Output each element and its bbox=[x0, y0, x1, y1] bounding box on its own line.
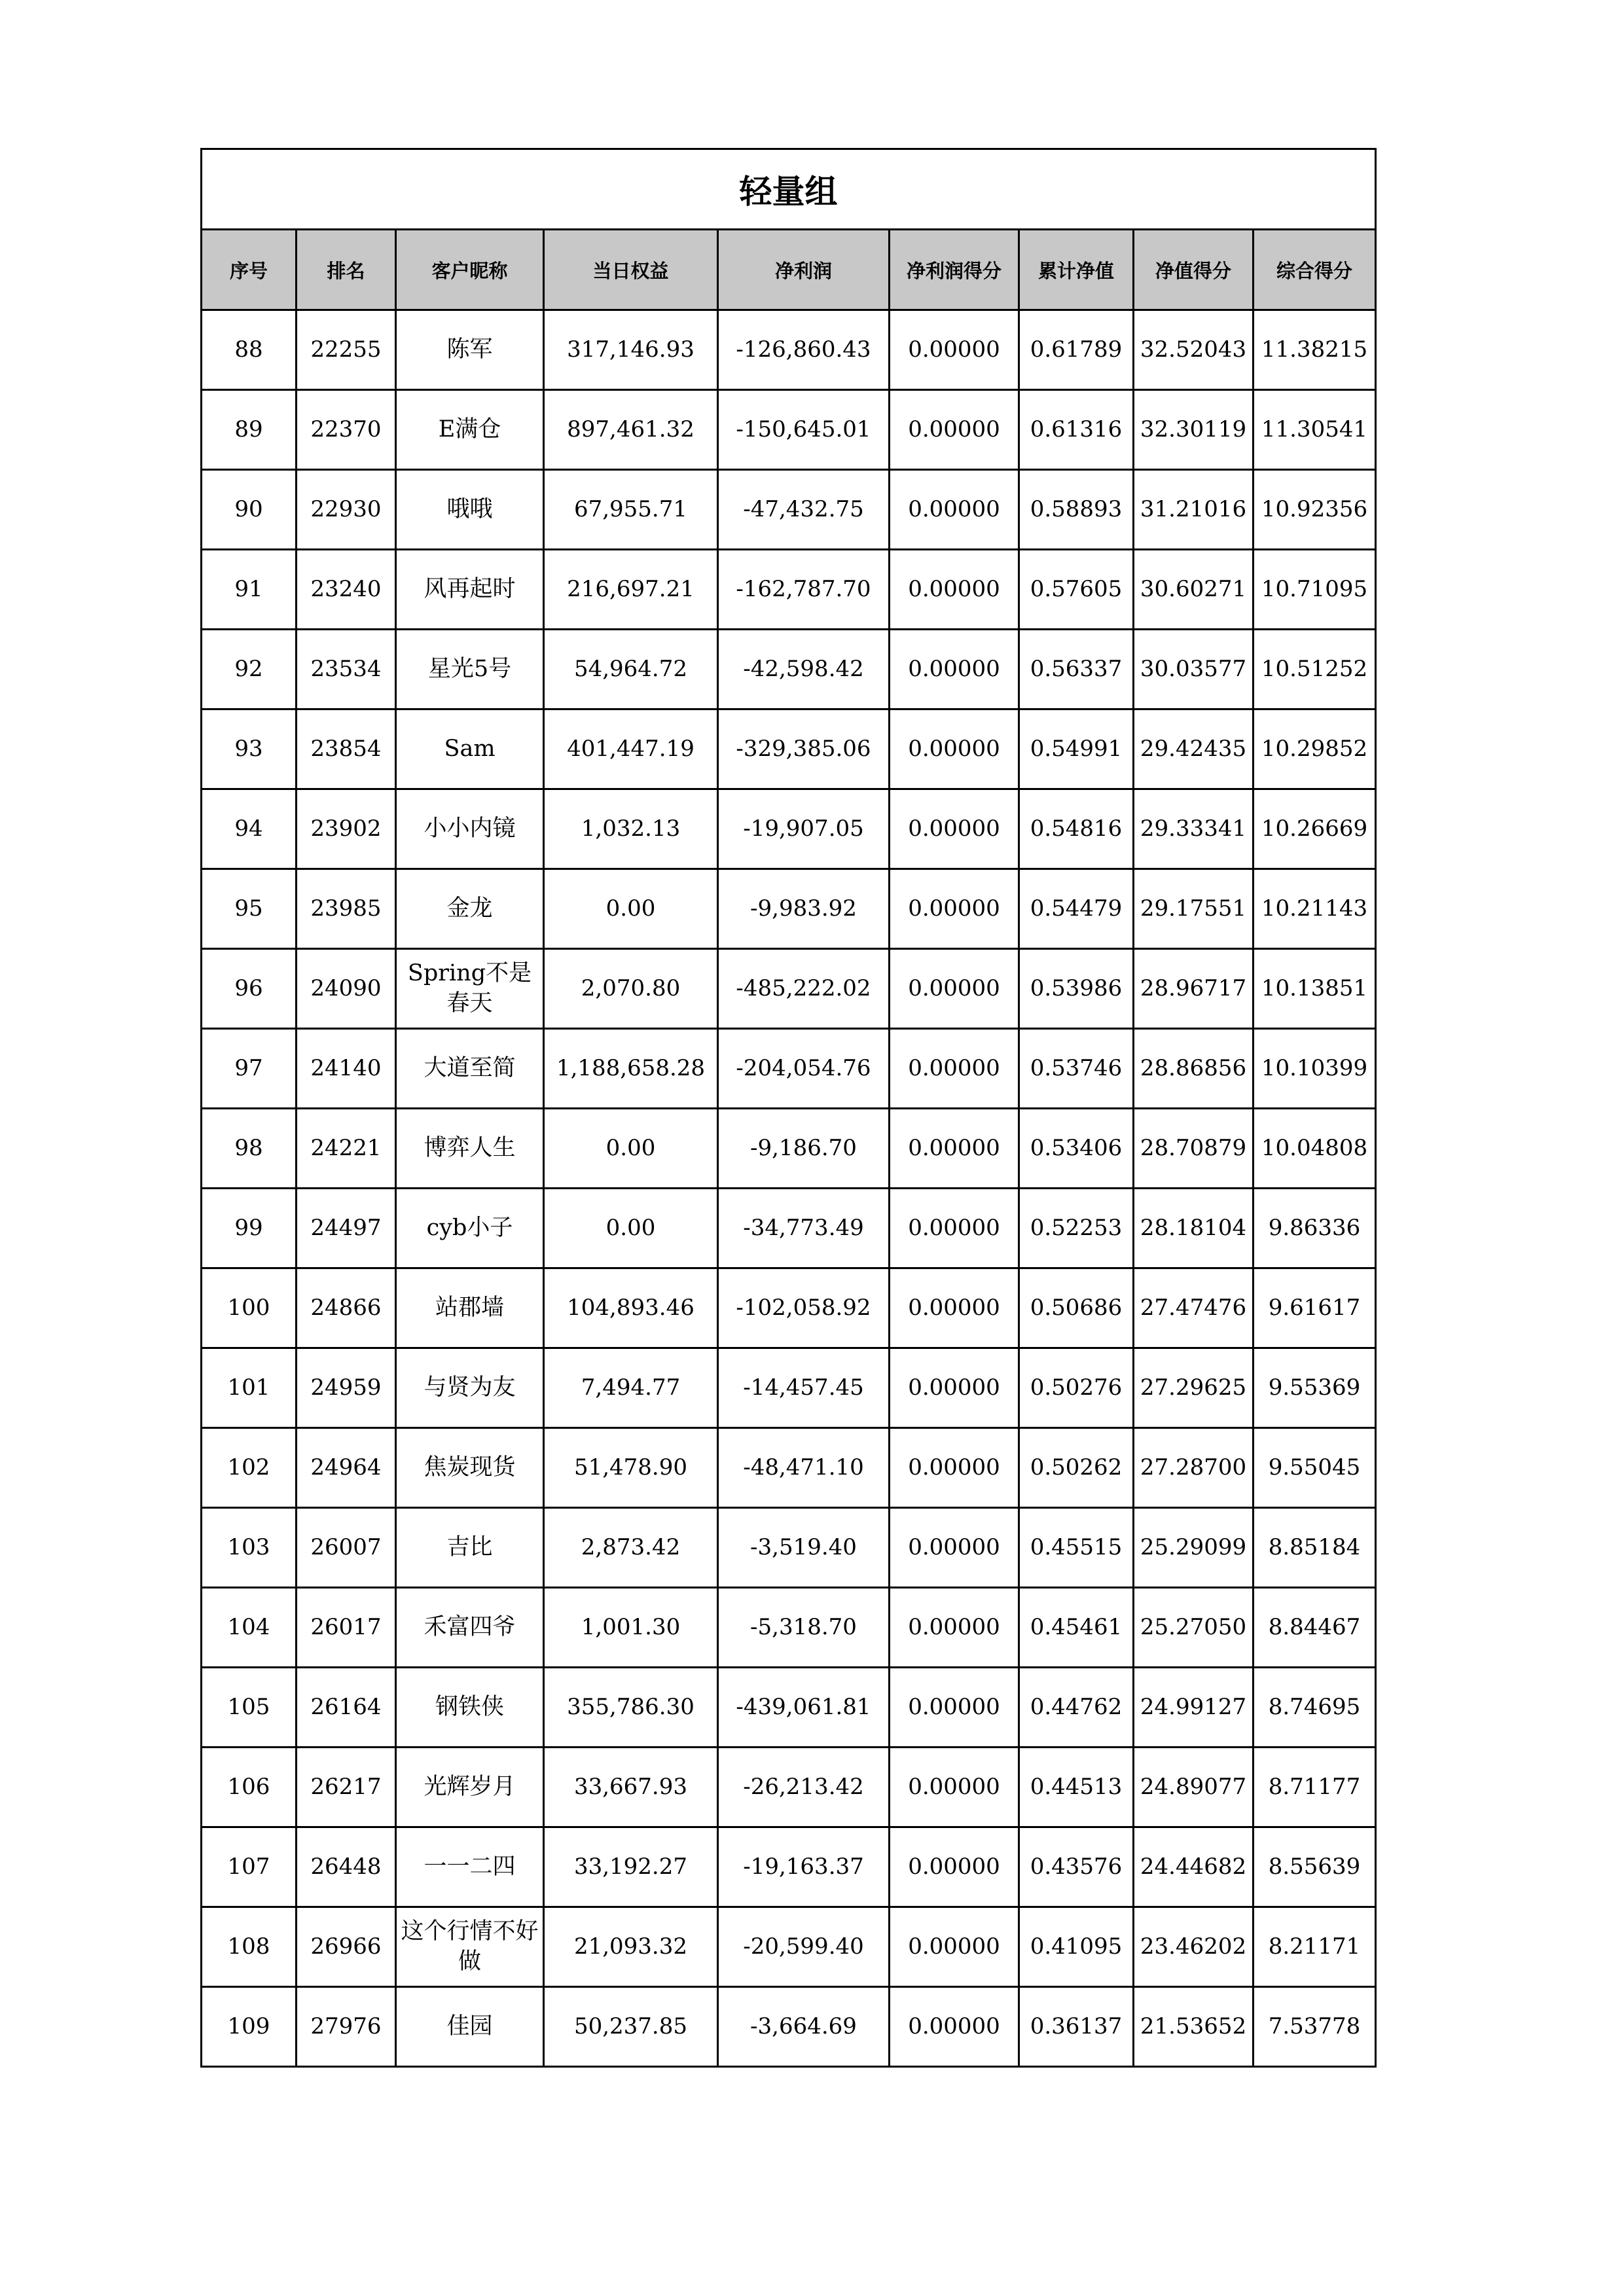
column-header-index: 序号 bbox=[202, 230, 297, 310]
table-row bbox=[202, 789, 1376, 869]
cell-total-score: 9.55045 bbox=[1254, 1428, 1376, 1508]
cell-rank: 27976 bbox=[297, 1987, 396, 2067]
cell-total-score: 9.86336 bbox=[1254, 1189, 1376, 1268]
cell-equity: 2,873.42 bbox=[544, 1508, 718, 1588]
cell-net-profit: -204,054.76 bbox=[718, 1029, 890, 1109]
table-row bbox=[202, 1668, 1376, 1748]
table-row bbox=[202, 949, 1376, 1029]
table-body bbox=[202, 310, 1376, 2067]
cell-equity: 21,093.32 bbox=[544, 1907, 718, 1987]
cell-net-profit: -19,163.37 bbox=[718, 1827, 890, 1907]
cell-profit-score: 0.00000 bbox=[890, 1428, 1019, 1508]
table-row bbox=[202, 1109, 1376, 1189]
cell-index: 94 bbox=[202, 789, 297, 869]
cell-nickname: Sam bbox=[396, 709, 544, 789]
cell-net-profit: -126,860.43 bbox=[718, 310, 890, 390]
cell-cumulative-nav: 0.50686 bbox=[1019, 1268, 1134, 1348]
cell-net-profit: -439,061.81 bbox=[718, 1668, 890, 1748]
cell-total-score: 11.38215 bbox=[1254, 310, 1376, 390]
cell-equity: 0.00 bbox=[544, 869, 718, 949]
cell-total-score: 8.21171 bbox=[1254, 1907, 1376, 1987]
cell-index: 104 bbox=[202, 1588, 297, 1668]
cell-index: 101 bbox=[202, 1348, 297, 1428]
cell-rank: 26007 bbox=[297, 1508, 396, 1588]
table-row bbox=[202, 1907, 1376, 1987]
cell-net-profit: -3,519.40 bbox=[718, 1508, 890, 1588]
cell-total-score: 7.53778 bbox=[1254, 1987, 1376, 2067]
cell-cumulative-nav: 0.52253 bbox=[1019, 1189, 1134, 1268]
cell-cumulative-nav: 0.54991 bbox=[1019, 709, 1134, 789]
table-row bbox=[202, 1268, 1376, 1348]
cell-net-profit: -5,318.70 bbox=[718, 1588, 890, 1668]
cell-rank: 26966 bbox=[297, 1907, 396, 1987]
header-row bbox=[202, 230, 1376, 310]
cell-index: 106 bbox=[202, 1748, 297, 1827]
cell-net-profit: -329,385.06 bbox=[718, 709, 890, 789]
cell-cumulative-nav: 0.61316 bbox=[1019, 390, 1134, 470]
cell-profit-score: 0.00000 bbox=[890, 390, 1019, 470]
table-row bbox=[202, 1189, 1376, 1268]
cell-nickname: 禾富四爷 bbox=[396, 1588, 544, 1668]
cell-nickname: 大道至简 bbox=[396, 1029, 544, 1109]
cell-nav-score: 32.30119 bbox=[1134, 390, 1254, 470]
column-header-rank: 排名 bbox=[297, 230, 396, 310]
column-header-cumulative-nav: 累计净值 bbox=[1019, 230, 1134, 310]
cell-rank: 23985 bbox=[297, 869, 396, 949]
table-row bbox=[202, 1748, 1376, 1827]
cell-total-score: 10.26669 bbox=[1254, 789, 1376, 869]
cell-equity: 355,786.30 bbox=[544, 1668, 718, 1748]
cell-nickname: Spring不是春天 bbox=[396, 949, 544, 1029]
cell-equity: 401,447.19 bbox=[544, 709, 718, 789]
cell-cumulative-nav: 0.58893 bbox=[1019, 470, 1134, 550]
cell-rank: 23902 bbox=[297, 789, 396, 869]
column-header-nickname: 客户昵称 bbox=[396, 230, 544, 310]
cell-index: 108 bbox=[202, 1907, 297, 1987]
cell-total-score: 10.04808 bbox=[1254, 1109, 1376, 1189]
cell-nav-score: 25.27050 bbox=[1134, 1588, 1254, 1668]
cell-net-profit: -3,664.69 bbox=[718, 1987, 890, 2067]
cell-net-profit: -19,907.05 bbox=[718, 789, 890, 869]
cell-cumulative-nav: 0.53406 bbox=[1019, 1109, 1134, 1189]
cell-rank: 22255 bbox=[297, 310, 396, 390]
cell-cumulative-nav: 0.44762 bbox=[1019, 1668, 1134, 1748]
cell-net-profit: -26,213.42 bbox=[718, 1748, 890, 1827]
cell-cumulative-nav: 0.45461 bbox=[1019, 1588, 1134, 1668]
cell-nickname: 星光5号 bbox=[396, 630, 544, 709]
cell-profit-score: 0.00000 bbox=[890, 1268, 1019, 1348]
cell-nickname: 光辉岁月 bbox=[396, 1748, 544, 1827]
table-row bbox=[202, 1348, 1376, 1428]
cell-nav-score: 29.17551 bbox=[1134, 869, 1254, 949]
cell-index: 107 bbox=[202, 1827, 297, 1907]
cell-index: 89 bbox=[202, 390, 297, 470]
table-row bbox=[202, 1029, 1376, 1109]
cell-rank: 24140 bbox=[297, 1029, 396, 1109]
table-title: 轻量组 bbox=[202, 149, 1376, 230]
cell-net-profit: -102,058.92 bbox=[718, 1268, 890, 1348]
cell-cumulative-nav: 0.41095 bbox=[1019, 1907, 1134, 1987]
cell-index: 91 bbox=[202, 550, 297, 630]
cell-equity: 7,494.77 bbox=[544, 1348, 718, 1428]
cell-index: 93 bbox=[202, 709, 297, 789]
cell-profit-score: 0.00000 bbox=[890, 1588, 1019, 1668]
table-row bbox=[202, 550, 1376, 630]
cell-index: 109 bbox=[202, 1987, 297, 2067]
cell-rank: 26217 bbox=[297, 1748, 396, 1827]
cell-profit-score: 0.00000 bbox=[890, 310, 1019, 390]
cell-net-profit: -150,645.01 bbox=[718, 390, 890, 470]
cell-nickname: 与贤为友 bbox=[396, 1348, 544, 1428]
cell-nav-score: 29.42435 bbox=[1134, 709, 1254, 789]
cell-rank: 24090 bbox=[297, 949, 396, 1029]
cell-total-score: 8.55639 bbox=[1254, 1827, 1376, 1907]
cell-rank: 26164 bbox=[297, 1668, 396, 1748]
column-header-equity: 当日权益 bbox=[544, 230, 718, 310]
cell-net-profit: -48,471.10 bbox=[718, 1428, 890, 1508]
ranking-table bbox=[200, 148, 1377, 2068]
table-row bbox=[202, 390, 1376, 470]
cell-nickname: 这个行情不好做 bbox=[396, 1907, 544, 1987]
cell-index: 99 bbox=[202, 1189, 297, 1268]
cell-nav-score: 27.29625 bbox=[1134, 1348, 1254, 1428]
cell-profit-score: 0.00000 bbox=[890, 1109, 1019, 1189]
cell-total-score: 9.61617 bbox=[1254, 1268, 1376, 1348]
cell-cumulative-nav: 0.53746 bbox=[1019, 1029, 1134, 1109]
cell-index: 102 bbox=[202, 1428, 297, 1508]
cell-profit-score: 0.00000 bbox=[890, 630, 1019, 709]
cell-equity: 50,237.85 bbox=[544, 1987, 718, 2067]
cell-rank: 26017 bbox=[297, 1588, 396, 1668]
column-header-nav-score: 净值得分 bbox=[1134, 230, 1254, 310]
cell-nav-score: 31.21016 bbox=[1134, 470, 1254, 550]
table-row bbox=[202, 1987, 1376, 2067]
cell-equity: 216,697.21 bbox=[544, 550, 718, 630]
cell-profit-score: 0.00000 bbox=[890, 1987, 1019, 2067]
cell-rank: 24866 bbox=[297, 1268, 396, 1348]
cell-profit-score: 0.00000 bbox=[890, 1668, 1019, 1748]
cell-total-score: 8.74695 bbox=[1254, 1668, 1376, 1748]
cell-nav-score: 24.44682 bbox=[1134, 1827, 1254, 1907]
table-row bbox=[202, 1428, 1376, 1508]
cell-nav-score: 23.46202 bbox=[1134, 1907, 1254, 1987]
cell-total-score: 11.30541 bbox=[1254, 390, 1376, 470]
cell-index: 97 bbox=[202, 1029, 297, 1109]
cell-profit-score: 0.00000 bbox=[890, 709, 1019, 789]
table-row bbox=[202, 1588, 1376, 1668]
cell-nickname: 金龙 bbox=[396, 869, 544, 949]
cell-index: 88 bbox=[202, 310, 297, 390]
cell-total-score: 10.21143 bbox=[1254, 869, 1376, 949]
cell-equity: 67,955.71 bbox=[544, 470, 718, 550]
cell-nav-score: 21.53652 bbox=[1134, 1987, 1254, 2067]
table-row bbox=[202, 869, 1376, 949]
cell-total-score: 10.71095 bbox=[1254, 550, 1376, 630]
cell-cumulative-nav: 0.56337 bbox=[1019, 630, 1134, 709]
cell-profit-score: 0.00000 bbox=[890, 1348, 1019, 1428]
column-header-profit-score: 净利润得分 bbox=[890, 230, 1019, 310]
table-row bbox=[202, 310, 1376, 390]
cell-net-profit: -20,599.40 bbox=[718, 1907, 890, 1987]
cell-equity: 104,893.46 bbox=[544, 1268, 718, 1348]
cell-total-score: 10.51252 bbox=[1254, 630, 1376, 709]
cell-net-profit: -14,457.45 bbox=[718, 1348, 890, 1428]
table-row bbox=[202, 470, 1376, 550]
column-header-total-score: 综合得分 bbox=[1254, 230, 1376, 310]
cell-index: 90 bbox=[202, 470, 297, 550]
cell-profit-score: 0.00000 bbox=[890, 550, 1019, 630]
cell-index: 98 bbox=[202, 1109, 297, 1189]
cell-nav-score: 28.18104 bbox=[1134, 1189, 1254, 1268]
cell-cumulative-nav: 0.50262 bbox=[1019, 1428, 1134, 1508]
cell-equity: 33,192.27 bbox=[544, 1827, 718, 1907]
cell-profit-score: 0.00000 bbox=[890, 1907, 1019, 1987]
cell-net-profit: -47,432.75 bbox=[718, 470, 890, 550]
cell-nickname: 博弈人生 bbox=[396, 1109, 544, 1189]
cell-profit-score: 0.00000 bbox=[890, 1508, 1019, 1588]
cell-nickname: 佳园 bbox=[396, 1987, 544, 2067]
cell-index: 92 bbox=[202, 630, 297, 709]
cell-cumulative-nav: 0.43576 bbox=[1019, 1827, 1134, 1907]
cell-profit-score: 0.00000 bbox=[890, 1827, 1019, 1907]
cell-total-score: 10.10399 bbox=[1254, 1029, 1376, 1109]
cell-total-score: 10.92356 bbox=[1254, 470, 1376, 550]
cell-nickname: 钢铁侠 bbox=[396, 1668, 544, 1748]
cell-profit-score: 0.00000 bbox=[890, 1748, 1019, 1827]
column-header-net-profit: 净利润 bbox=[718, 230, 890, 310]
cell-nickname: 风再起时 bbox=[396, 550, 544, 630]
cell-total-score: 8.85184 bbox=[1254, 1508, 1376, 1588]
cell-nav-score: 30.60271 bbox=[1134, 550, 1254, 630]
cell-profit-score: 0.00000 bbox=[890, 949, 1019, 1029]
cell-equity: 897,461.32 bbox=[544, 390, 718, 470]
cell-index: 105 bbox=[202, 1668, 297, 1748]
cell-equity: 0.00 bbox=[544, 1109, 718, 1189]
cell-total-score: 9.55369 bbox=[1254, 1348, 1376, 1428]
cell-total-score: 10.13851 bbox=[1254, 949, 1376, 1029]
cell-nav-score: 29.33341 bbox=[1134, 789, 1254, 869]
cell-profit-score: 0.00000 bbox=[890, 789, 1019, 869]
cell-rank: 24497 bbox=[297, 1189, 396, 1268]
cell-nav-score: 24.89077 bbox=[1134, 1748, 1254, 1827]
cell-total-score: 10.29852 bbox=[1254, 709, 1376, 789]
cell-rank: 22370 bbox=[297, 390, 396, 470]
cell-nickname: 站郡墙 bbox=[396, 1268, 544, 1348]
cell-nav-score: 32.52043 bbox=[1134, 310, 1254, 390]
cell-rank: 22930 bbox=[297, 470, 396, 550]
cell-rank: 23854 bbox=[297, 709, 396, 789]
cell-equity: 317,146.93 bbox=[544, 310, 718, 390]
cell-equity: 51,478.90 bbox=[544, 1428, 718, 1508]
table-row bbox=[202, 1827, 1376, 1907]
cell-nickname: 小小内镜 bbox=[396, 789, 544, 869]
cell-cumulative-nav: 0.44513 bbox=[1019, 1748, 1134, 1827]
cell-index: 96 bbox=[202, 949, 297, 1029]
cell-nav-score: 28.96717 bbox=[1134, 949, 1254, 1029]
cell-nickname: 吉比 bbox=[396, 1508, 544, 1588]
cell-cumulative-nav: 0.50276 bbox=[1019, 1348, 1134, 1428]
table-row bbox=[202, 630, 1376, 709]
cell-nav-score: 28.86856 bbox=[1134, 1029, 1254, 1109]
cell-rank: 24959 bbox=[297, 1348, 396, 1428]
cell-net-profit: -9,983.92 bbox=[718, 869, 890, 949]
cell-cumulative-nav: 0.54479 bbox=[1019, 869, 1134, 949]
cell-net-profit: -34,773.49 bbox=[718, 1189, 890, 1268]
cell-equity: 33,667.93 bbox=[544, 1748, 718, 1827]
cell-cumulative-nav: 0.53986 bbox=[1019, 949, 1134, 1029]
cell-equity: 0.00 bbox=[544, 1189, 718, 1268]
cell-nav-score: 28.70879 bbox=[1134, 1109, 1254, 1189]
cell-rank: 23240 bbox=[297, 550, 396, 630]
cell-profit-score: 0.00000 bbox=[890, 470, 1019, 550]
cell-net-profit: -9,186.70 bbox=[718, 1109, 890, 1189]
cell-equity: 1,032.13 bbox=[544, 789, 718, 869]
cell-index: 103 bbox=[202, 1508, 297, 1588]
cell-equity: 1,001.30 bbox=[544, 1588, 718, 1668]
cell-rank: 24221 bbox=[297, 1109, 396, 1189]
cell-total-score: 8.71177 bbox=[1254, 1748, 1376, 1827]
cell-nickname: 焦炭现货 bbox=[396, 1428, 544, 1508]
cell-net-profit: -162,787.70 bbox=[718, 550, 890, 630]
cell-nickname: E满仓 bbox=[396, 390, 544, 470]
cell-index: 95 bbox=[202, 869, 297, 949]
cell-nickname: 一一二四 bbox=[396, 1827, 544, 1907]
cell-nickname: cyb小子 bbox=[396, 1189, 544, 1268]
cell-nav-score: 25.29099 bbox=[1134, 1508, 1254, 1588]
cell-cumulative-nav: 0.45515 bbox=[1019, 1508, 1134, 1588]
cell-equity: 1,188,658.28 bbox=[544, 1029, 718, 1109]
table-row bbox=[202, 709, 1376, 789]
cell-nickname: 陈军 bbox=[396, 310, 544, 390]
cell-rank: 24964 bbox=[297, 1428, 396, 1508]
cell-cumulative-nav: 0.61789 bbox=[1019, 310, 1134, 390]
cell-cumulative-nav: 0.54816 bbox=[1019, 789, 1134, 869]
cell-equity: 54,964.72 bbox=[544, 630, 718, 709]
cell-nav-score: 24.99127 bbox=[1134, 1668, 1254, 1748]
cell-nav-score: 27.28700 bbox=[1134, 1428, 1254, 1508]
cell-profit-score: 0.00000 bbox=[890, 869, 1019, 949]
cell-profit-score: 0.00000 bbox=[890, 1189, 1019, 1268]
cell-nav-score: 27.47476 bbox=[1134, 1268, 1254, 1348]
cell-total-score: 8.84467 bbox=[1254, 1588, 1376, 1668]
cell-net-profit: -42,598.42 bbox=[718, 630, 890, 709]
cell-net-profit: -485,222.02 bbox=[718, 949, 890, 1029]
cell-index: 100 bbox=[202, 1268, 297, 1348]
cell-cumulative-nav: 0.57605 bbox=[1019, 550, 1134, 630]
cell-nickname: 哦哦 bbox=[396, 470, 544, 550]
cell-cumulative-nav: 0.36137 bbox=[1019, 1987, 1134, 2067]
cell-rank: 26448 bbox=[297, 1827, 396, 1907]
table-row bbox=[202, 1508, 1376, 1588]
cell-rank: 23534 bbox=[297, 630, 396, 709]
cell-equity: 2,070.80 bbox=[544, 949, 718, 1029]
cell-nav-score: 30.03577 bbox=[1134, 630, 1254, 709]
cell-profit-score: 0.00000 bbox=[890, 1029, 1019, 1109]
